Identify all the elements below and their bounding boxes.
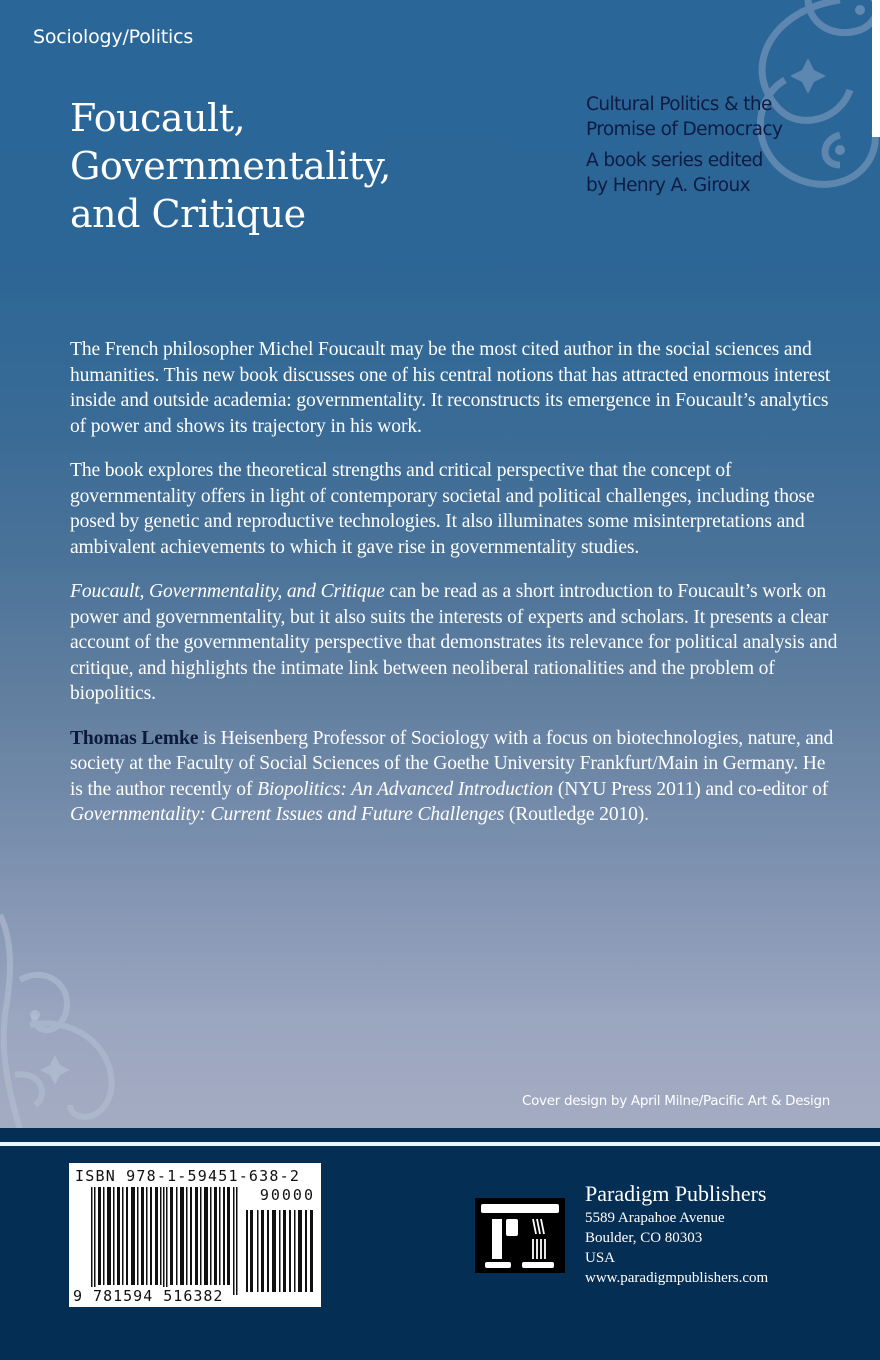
author-book-1: Biopolitics: An Advanced Introduction [257,778,554,800]
publisher-website[interactable]: www.paradigmpublishers.com [585,1270,769,1286]
blurb-paragraph-3-text: can be read as a short introduction to Foucault’s work on power and governmentality, but it also suits the interests of experts and scholars. It presents a clear account of the governmentality perspective that demonstrates its relevance for political analysis and critique, and highlights the intimate link between neoliberal rationalities and the problem of biopolitics. [70,581,838,704]
isbn-label: ISBN 978-1-59451-638-2 [75,1167,301,1185]
book-title [70,94,391,238]
title-line-3: and Critique [70,192,306,236]
book-title-italic: Foucault, Governmentality, and Critique [70,581,385,602]
blurb-paragraph-2: The book explores the theoretical strengths and critical perspective that the concept of governmentality offers in light of contemporary societal and political challenges, including those posed by genetic and reproductive technologies. It also illuminates some misinterpretations and ambivalent achievements to which it gave rise in governmentality studies. [70,460,815,558]
blurb-paragraph-1: The French philosopher Michel Foucault may be the most cited author in the social sciences and humanities. This new book discusses one of his central notions that has attracted enormous interest inside and outside academia: governmentality. It reconstructs its emergence in Foucault’s analytics of power and shows its trajectory in his work. [70,339,831,437]
publisher-address-2: Boulder, CO 80303 [585,1230,703,1246]
author-bio-text-1: is Heisenberg Professor of Sociology with a focus on biotechnologies, nature, and society at the Faculty of Social Sciences of the Goethe University Frankfurt/Main in Germany. He is the author recently of [70,727,834,800]
flourish-ornament-bottom-icon [0,905,150,1128]
price-code: 90000 [259,1186,315,1204]
series-name-line-1: Cultural Politics & the [586,94,772,115]
title-line-2: Governmentality, [70,144,391,188]
series-name [586,92,782,142]
author-bio-text-2: (NYU Press 2011) and co-editor of [553,778,829,800]
category-label: Sociology/Politics [33,26,194,48]
paradigm-logo-icon [475,1198,565,1273]
publisher-name: Paradigm Publishers [585,1181,767,1206]
ean-digits: 9 781594 516382 [73,1287,224,1305]
author-name: Thomas Lemke [70,727,199,749]
author-book-2: Governmentality: Current Issues and Future Challenges [70,804,505,825]
publisher-country: USA [585,1250,616,1266]
white-edge-tab [872,0,880,137]
footer-stripe [0,1142,880,1146]
title-line-1: Foucault, [70,96,246,140]
series-editor-line-2: by Henry A. Giroux [586,175,750,196]
publisher-address-1: 5589 Arapahoe Avenue [585,1210,725,1226]
blurb [70,337,840,847]
series-editor-line-1: A book series edited [586,150,763,171]
cover-design-credit: Cover design by April Milne/Pacific Art & Design [521,1093,830,1109]
series-name-line-2: Promise of Democracy [586,119,783,140]
barcode-bars-icon [91,1187,239,1295]
series-editor [586,148,782,198]
author-bio [70,726,840,828]
isbn-barcode [69,1163,321,1307]
publisher-info [585,1180,768,1288]
blurb-paragraph-3 [70,579,840,707]
addon-barcode-bars-icon [246,1210,316,1292]
series-info [586,92,782,198]
author-bio-text-3: (Routledge 2010). [504,804,649,825]
footer-band [0,1128,880,1360]
